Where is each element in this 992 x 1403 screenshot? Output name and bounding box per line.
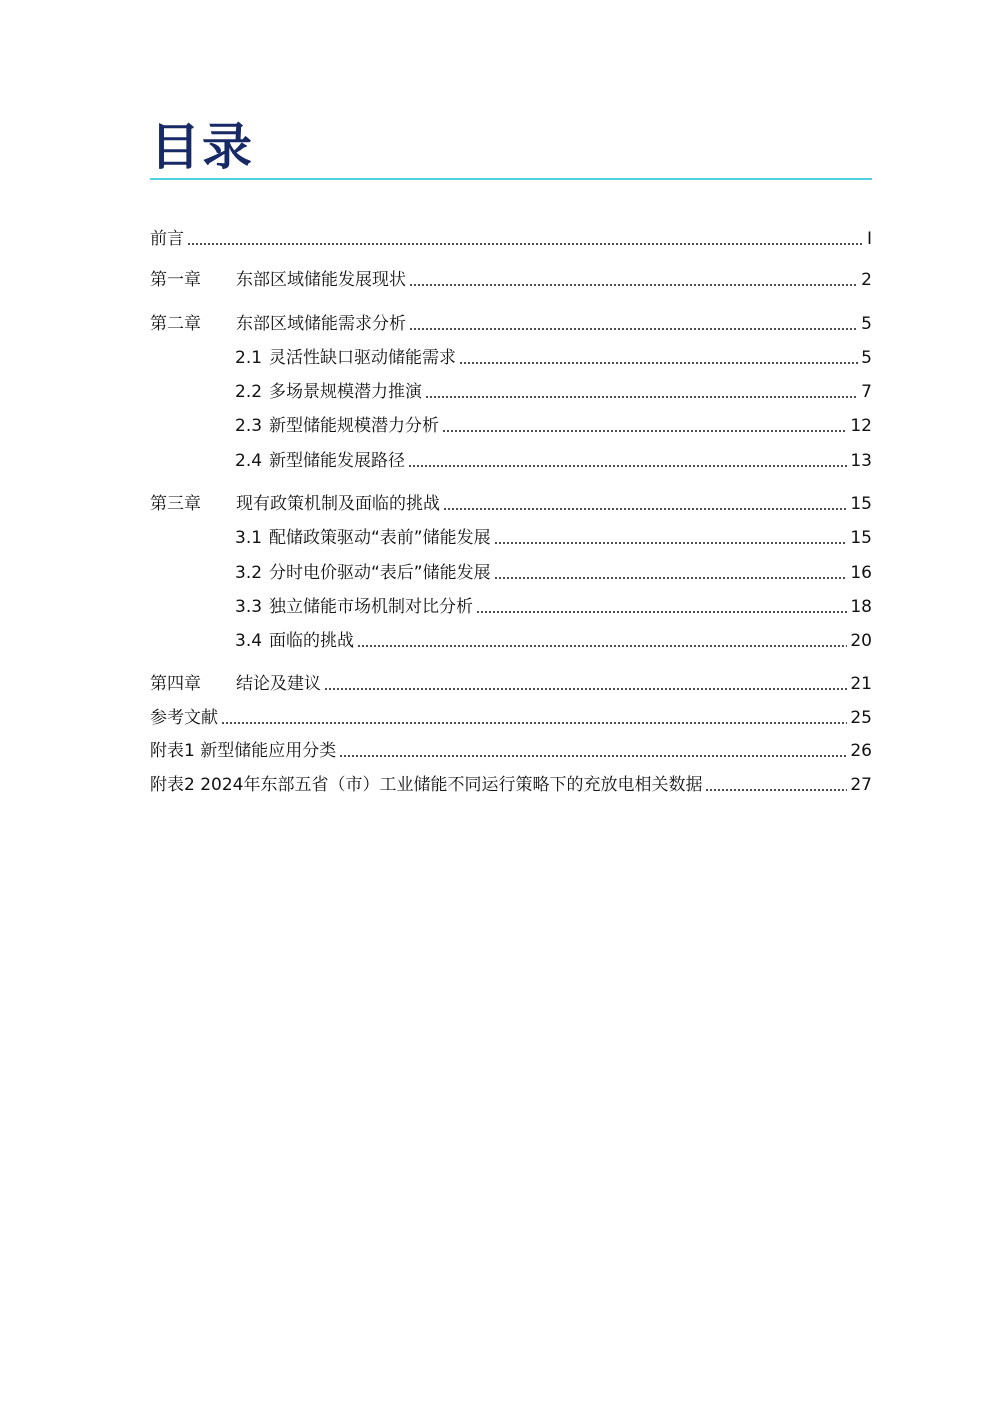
toc-entry-number: 3.3 xyxy=(235,597,263,617)
toc-entry-preface[interactable] xyxy=(150,225,872,251)
toc-entry-page: 25 xyxy=(850,708,872,728)
toc-entry-page: 20 xyxy=(850,631,872,651)
toc-entry-title: 新型储能规模潜力分析 xyxy=(269,416,439,436)
toc-entry-page: 5 xyxy=(861,348,872,368)
toc-entry-title: 附表1 新型储能应用分类 xyxy=(150,741,337,761)
toc-entry-title: 分时电价驱动“表后”储能发展 xyxy=(269,563,491,583)
toc-entry-page: 2 xyxy=(861,270,872,290)
dot-leader xyxy=(459,362,858,364)
toc-entry-title: 多场景规模潜力推演 xyxy=(269,382,422,402)
toc-entry-number: 2.2 xyxy=(235,382,263,402)
toc-entry-number: 3.1 xyxy=(235,528,263,548)
toc-entry-page: 5 xyxy=(861,314,872,334)
toc-entry-number: 2.3 xyxy=(235,416,263,436)
toc-entry-section-3-4[interactable] xyxy=(235,627,872,653)
toc-entry-appendix-1[interactable] xyxy=(150,737,872,763)
dot-leader xyxy=(187,243,864,245)
toc-entry-title: 现有政策机制及面临的挑战 xyxy=(236,494,440,514)
toc-entry-title: 灵活性缺口驱动储能需求 xyxy=(269,348,456,368)
title-divider xyxy=(150,178,872,180)
toc-entry-section-2-2[interactable] xyxy=(235,378,872,404)
toc-entry-page: 15 xyxy=(850,494,872,514)
dot-leader xyxy=(442,430,847,432)
toc-entry-title: 结论及建议 xyxy=(236,674,321,694)
toc-entry-chapter-1[interactable] xyxy=(150,266,872,292)
toc-entry-page: 16 xyxy=(850,563,872,583)
toc-entry-title: 东部区域储能发展现状 xyxy=(236,270,406,290)
toc-entry-page: 27 xyxy=(850,775,872,795)
toc-entry-section-3-2[interactable] xyxy=(235,559,872,585)
toc-entry-chapter-3[interactable] xyxy=(150,490,872,516)
toc-entry-title: 东部区域储能需求分析 xyxy=(236,314,406,334)
toc-entry-number: 2.1 xyxy=(235,348,263,368)
toc-entry-section-3-3[interactable] xyxy=(235,593,872,619)
toc-entry-page: 7 xyxy=(861,382,872,402)
dot-leader xyxy=(705,789,847,791)
toc-entry-page: 26 xyxy=(850,741,872,761)
toc-entry-number: 第一章 xyxy=(150,270,201,290)
toc-entry-title: 附表2 2024年东部五省（市）工业储能不同运行策略下的充放电相关数据 xyxy=(150,775,703,795)
toc-entry-title: 配储政策驱动“表前”储能发展 xyxy=(269,528,491,548)
toc-entry-number: 第三章 xyxy=(150,494,201,514)
toc-entry-section-2-3[interactable] xyxy=(235,412,872,438)
dot-leader xyxy=(425,396,858,398)
dot-leader xyxy=(357,645,847,647)
toc-entry-section-2-1[interactable] xyxy=(235,344,872,370)
toc-entry-title: 独立储能市场机制对比分析 xyxy=(269,597,473,617)
dot-leader xyxy=(221,722,847,724)
toc-entry-title: 面临的挑战 xyxy=(269,631,354,651)
toc-entry-title: 新型储能发展路径 xyxy=(269,451,405,471)
dot-leader xyxy=(408,465,847,467)
dot-leader xyxy=(443,508,847,510)
toc-entry-page: 15 xyxy=(850,528,872,548)
toc-entry-title: 前言 xyxy=(150,229,184,249)
toc-entry-number: 3.4 xyxy=(235,631,263,651)
toc-entry-page: 18 xyxy=(850,597,872,617)
dot-leader xyxy=(409,284,858,286)
toc-entry-page: I xyxy=(866,229,872,249)
toc-entry-references[interactable] xyxy=(150,704,872,730)
toc-entry-page: 13 xyxy=(850,451,872,471)
toc-entry-page: 12 xyxy=(850,416,872,436)
toc-entry-chapter-2[interactable] xyxy=(150,310,872,336)
dot-leader xyxy=(324,688,847,690)
dot-leader xyxy=(494,542,848,544)
toc-entry-chapter-4[interactable] xyxy=(150,670,872,696)
toc-entry-page: 21 xyxy=(850,674,872,694)
dot-leader xyxy=(494,577,848,579)
page-title: 目录 xyxy=(150,118,254,176)
dot-leader xyxy=(476,611,847,613)
toc-entry-number: 3.2 xyxy=(235,563,263,583)
toc-entry-section-2-4[interactable] xyxy=(235,447,872,473)
toc-entry-title: 参考文献 xyxy=(150,708,218,728)
toc-entry-number: 2.4 xyxy=(235,451,263,471)
dot-leader xyxy=(339,755,847,757)
toc-entry-appendix-2[interactable] xyxy=(150,771,872,797)
toc-entry-section-3-1[interactable] xyxy=(235,524,872,550)
toc-entry-number: 第二章 xyxy=(150,314,201,334)
toc-entry-number: 第四章 xyxy=(150,674,201,694)
dot-leader xyxy=(409,328,858,330)
